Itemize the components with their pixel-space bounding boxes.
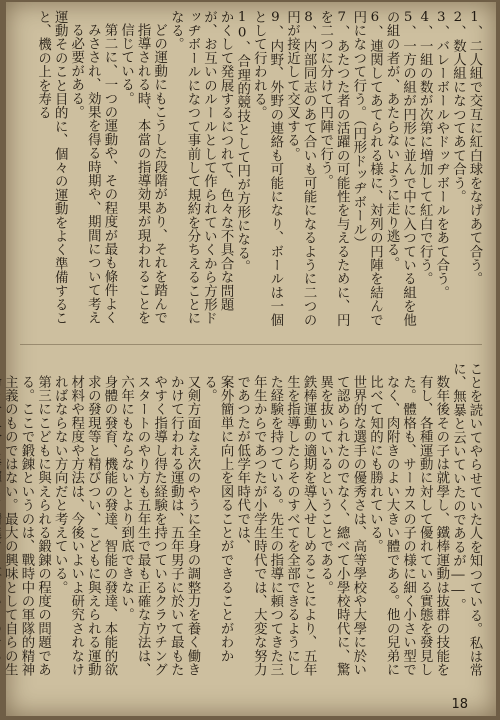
paragraph: 第二に、一つの運動や、その程度が最も條件よくみさされ、効果を得る時期や、期間について考える必要がある。 <box>68 23 117 325</box>
paragraph: 運動そのこと目的に、個々の運動をよく準備すること、機の上を寿る <box>35 10 68 326</box>
paragraph: 世界的な選手の優秀さは、高等學校や大學に於いて認められたのでなく、總べて小學校時代に、驚異を抜いているということである。 <box>317 375 366 677</box>
paragraph: 10、合理的競技として円が方形になる。 <box>234 10 250 274</box>
paragraph: どの運動にもこうした段階があり、それを踏んで指導される時、本當の指導効果が現われることを信じている。 <box>118 23 167 325</box>
paragraph: 身體の發育、機能の發達、智能の發達、本能的欲求の發現等と精びつい、こどもに與えられる運動材料や程度や方法は、今後いよいよ研究されなければならない方向だと考えている。 <box>52 375 117 677</box>
paragraph: 6、連関してあてられる様に、対列の円陣を結んで円になつて行う。（円形ドッヂボール） <box>350 10 383 327</box>
lower-text-block <box>2 362 482 680</box>
paragraph: 又剣方面なえ次のやうに全身の調整力を養く働きかけて行われる運動は、五年男子に於いて最もたやすく指導し得た経験を持つているクラウチングスタートのやり方も五年生で最も正確な方法は、六年にもならないとより到底できない。 <box>118 375 200 677</box>
paragraph: 第三にこどもに與えられる鍛錬の程度の問題である。ここで鍛錬というのは、戰時中の軍隊的精神主義のものではない。最大の興味として自らの生 <box>2 375 51 677</box>
paragraph: 案外簡単に向上を図ることができることがわかる。 <box>201 375 234 664</box>
paragraph: 数年後その子は就學し、鐵棒運動は抜群の技能を有し、各種運動に対して優れている實態を發見した。體格も、サーカスの子の様に細く小さい型でなく、肉附きのよい大きい體である。他の兒弟に比べて知的にも勝れている。 <box>367 375 449 677</box>
paragraph: 8、内部同志のあて合いも可能になるように二つの円が接近して交叉する。 <box>284 10 317 327</box>
upper-text-block <box>20 10 482 332</box>
block-divider <box>20 344 482 345</box>
paragraph: 9、内野、外野の連絡も可能になり、ボールは一個として行われる。 <box>251 10 283 327</box>
paragraph: 2、数人組になつてあて合う。 <box>450 10 466 204</box>
paragraph: 3、バレーボールやドッヂボールをあて合う。 <box>433 10 449 300</box>
paragraph: 7、あたつた者の活躍の可能性を与えるために、円を二つに分けて円陣で行う。 <box>317 10 350 327</box>
paragraph: ことを読いてやらせていた人を知つている。私は常に、無暴と云いていたのであるが――。 <box>450 362 482 678</box>
paragraph: 1、二人組で交互に紅白球をなげあて合う。 <box>467 10 482 286</box>
paragraph: 鉄棒運動の適期を導入せしめることにより、五年生を指導したらそのすべてを全部できるようにした経験を持つている。先生の指導に頼つてきた三年生からであつたが小学生時代では、大変な努力であつたが低学年時代では、 <box>234 375 317 677</box>
book-page <box>2 2 496 716</box>
page-number: 18 <box>451 697 468 712</box>
paragraph: 4、一組の数が次第に増加して紅白で行う。 <box>417 10 433 286</box>
paragraph: 5、一方の組が円形に並んで中に入つている組を他の組の者が、あたらないように走り逃る。 <box>384 10 416 327</box>
paragraph: かくして発展するにつれて、色々な不具合な問題が、お互いのルールとして作られていくから方形ドッヂボールになつて事前して規約を分ちえることになる。 <box>168 10 234 326</box>
